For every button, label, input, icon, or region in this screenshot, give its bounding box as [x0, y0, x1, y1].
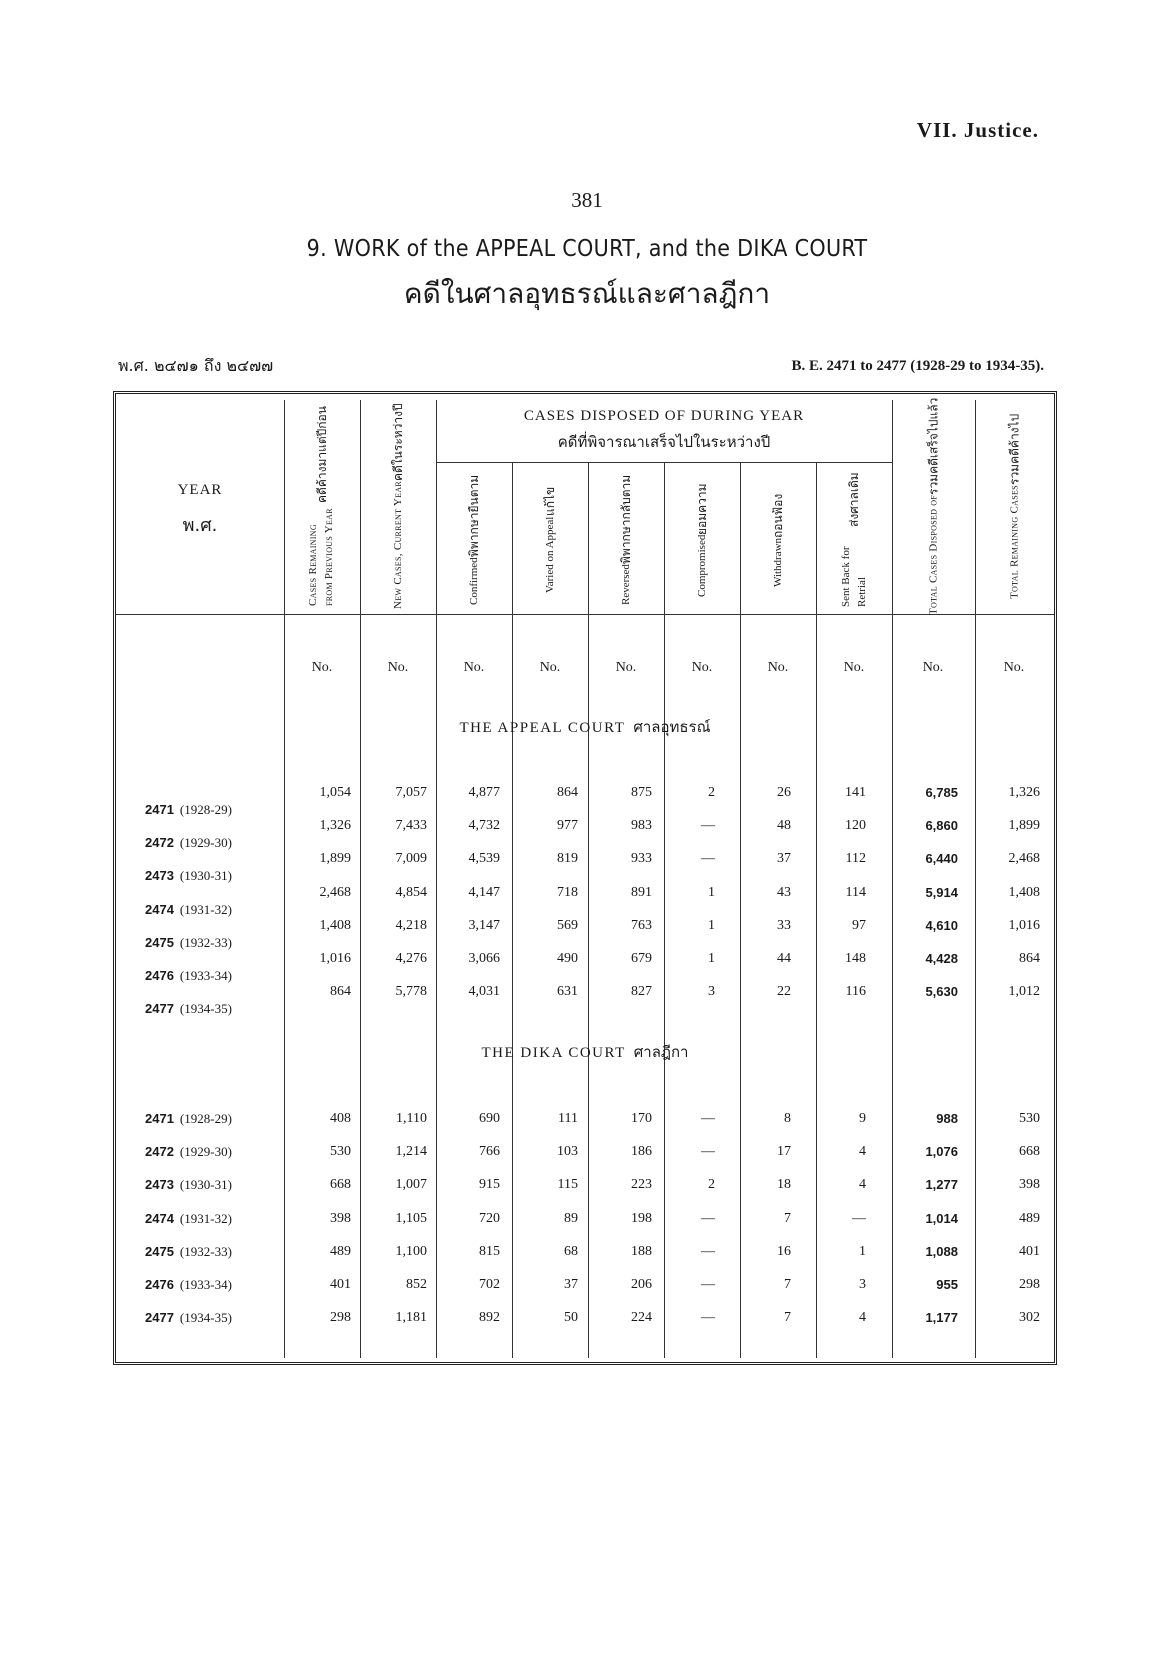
year-ad: (1928-29)	[179, 1111, 232, 1126]
dika-cell-varied: 89	[564, 1210, 578, 1226]
dika-cell-compromised: —	[701, 1210, 715, 1226]
year-ad: (1929-30)	[179, 1144, 232, 1160]
col-header-withdrawn-th: ถอนฟ้อง	[771, 493, 785, 538]
appeal-row-year	[145, 968, 265, 984]
appeal-cell-withdrawn: 48	[777, 818, 791, 834]
col-header-compromised	[664, 470, 740, 610]
dika-cell-total-remaining: 401	[1019, 1243, 1040, 1259]
col-header-sent-back	[816, 470, 892, 610]
appeal-cell-new: 4,854	[395, 884, 427, 900]
appeal-cell-total-disposed: 4,610	[925, 917, 958, 933]
appeal-cell-new: 7,009	[395, 851, 427, 867]
appeal-cell-withdrawn: 44	[777, 951, 791, 966]
unit-label: No.	[387, 660, 409, 675]
dika-cell-varied: 68	[564, 1243, 578, 1259]
year-be: 2472	[145, 835, 174, 851]
appeal-cell-sent-back: 148	[845, 951, 866, 966]
appeal-cell-withdrawn: 37	[777, 851, 791, 867]
dika-cell-varied: 37	[564, 1277, 578, 1292]
appeal-cell-remaining: 864	[330, 984, 351, 1000]
appeal-cell-total-disposed: 6,860	[925, 818, 958, 834]
dika-cell-confirmed: 815	[479, 1243, 500, 1259]
unit-label: No.	[615, 660, 637, 675]
col-header-confirmed-en: Confirmed	[468, 557, 480, 605]
year-ad: (1934-35)	[179, 1310, 232, 1326]
appeal-cell-varied: 864	[557, 785, 578, 800]
appeal-row-year	[145, 835, 265, 851]
year-be: 2474	[145, 1210, 174, 1226]
appeal-cell-total-remaining: 1,899	[1008, 818, 1040, 834]
dika-cell-varied: 111	[558, 1111, 578, 1126]
appeal-cell-total-remaining: 864	[1019, 951, 1040, 966]
dika-cell-new: 1,214	[395, 1144, 427, 1160]
appeal-cell-total-disposed: 6,785	[925, 785, 958, 800]
dika-cell-withdrawn: 16	[777, 1243, 791, 1259]
dika-cell-withdrawn: 8	[784, 1111, 791, 1126]
appeal-cell-reversed: 891	[631, 884, 652, 900]
dika-cell-confirmed: 892	[479, 1310, 500, 1326]
dika-cell-varied: 103	[557, 1144, 578, 1160]
appeal-cell-compromised: 1	[708, 951, 715, 966]
disposed-group-header: CASES DISPOSED OF DURING YEAR	[523, 408, 805, 424]
dika-cell-total-remaining: 398	[1019, 1177, 1040, 1193]
header-rule	[436, 462, 892, 463]
col-header-withdrawn	[740, 470, 816, 610]
dika-cell-sent-back: 4	[859, 1144, 866, 1160]
header-rule	[116, 614, 1054, 615]
appeal-cell-sent-back: 141	[845, 785, 866, 800]
col-header-total-remaining	[975, 406, 1054, 606]
table-title-english: 9. WORK of the APPEAL COURT, and the DIKA COURT	[306, 236, 868, 262]
appeal-cell-confirmed: 3,066	[468, 951, 500, 966]
dika-cell-compromised: 2	[708, 1177, 715, 1193]
dika-cell-confirmed: 720	[479, 1210, 500, 1226]
year-header-thai: พ.ศ.	[182, 515, 218, 536]
dika-cell-withdrawn: 7	[784, 1277, 791, 1292]
dika-cell-remaining: 401	[330, 1277, 351, 1292]
disposed-group-header-thai: คดีที่พิจารณาเสร็จไปในระหว่างปี	[557, 433, 771, 451]
dika-cell-total-disposed: 988	[936, 1111, 958, 1126]
appeal-cell-sent-back: 112	[845, 851, 866, 867]
dika-court-label-th: ศาลฎีกา	[633, 1043, 689, 1061]
appeal-cell-varied: 490	[557, 951, 578, 966]
dika-cell-reversed: 206	[631, 1277, 652, 1292]
col-header-reversed-th: พิพากษากลับตาม	[619, 474, 633, 565]
appeal-cell-reversed: 827	[631, 984, 652, 1000]
dika-row-year	[145, 1244, 265, 1260]
section-heading: VII. Justice.	[916, 118, 1039, 142]
appeal-cell-sent-back: 120	[845, 818, 866, 834]
appeal-cell-varied: 569	[557, 917, 578, 933]
dika-cell-new: 1,110	[396, 1111, 427, 1126]
col-header-confirmed	[436, 470, 512, 610]
appeal-cell-total-disposed: 6,440	[925, 851, 958, 867]
dika-row-year	[145, 1277, 265, 1293]
year-be: 2472	[145, 1144, 174, 1160]
appeal-court-label-en: THE APPEAL COURT	[459, 720, 626, 736]
dika-cell-sent-back: 3	[859, 1277, 866, 1292]
dika-cell-withdrawn: 7	[784, 1210, 791, 1226]
appeal-cell-sent-back: 114	[845, 884, 866, 900]
col-header-withdrawn-en: Withdrawn	[772, 537, 784, 587]
page-number: 381	[571, 188, 603, 212]
appeal-cell-varied: 819	[557, 851, 578, 867]
appeal-cell-total-disposed: 4,428	[925, 951, 958, 966]
appeal-cell-sent-back: 116	[845, 984, 866, 1000]
appeal-cell-withdrawn: 22	[777, 984, 791, 1000]
appeal-cell-reversed: 983	[631, 818, 652, 834]
dika-cell-sent-back: 9	[859, 1111, 866, 1126]
dika-cell-total-remaining: 298	[1019, 1277, 1040, 1292]
dika-cell-new: 1,007	[395, 1177, 427, 1193]
appeal-cell-reversed: 763	[631, 917, 652, 933]
dika-cell-remaining: 398	[330, 1210, 351, 1226]
appeal-cell-reversed: 933	[631, 851, 652, 867]
appeal-row-year	[145, 902, 265, 918]
dika-row-year	[145, 1144, 265, 1160]
appeal-cell-new: 7,433	[395, 818, 427, 834]
year-ad: (1928-29)	[179, 802, 232, 817]
col-header-compromised-en: Compromised	[696, 534, 708, 597]
appeal-cell-total-remaining: 1,326	[1008, 785, 1040, 800]
year-be: 2477	[145, 1310, 174, 1326]
dika-cell-total-disposed: 1,277	[925, 1177, 958, 1193]
dika-cell-confirmed: 690	[479, 1111, 500, 1126]
appeal-cell-new: 7,057	[395, 785, 427, 800]
year-be: 2474	[145, 901, 174, 917]
dika-cell-new: 1,181	[395, 1310, 427, 1326]
appeal-cell-total-remaining: 1,016	[1008, 917, 1040, 933]
year-ad: (1931-32)	[179, 901, 232, 917]
period-thai: พ.ศ. ๒๔๗๑ ถึง ๒๔๗๗	[118, 356, 274, 375]
appeal-cell-withdrawn: 43	[777, 884, 791, 900]
appeal-cell-varied: 631	[557, 984, 578, 1000]
appeal-cell-compromised: 3	[708, 984, 715, 1000]
dika-row-year	[145, 1211, 265, 1227]
dika-cell-total-disposed: 1,177	[925, 1310, 958, 1326]
col-header-new-th: คดีในระหว่างปี	[391, 403, 405, 481]
appeal-cell-remaining: 1,408	[319, 917, 351, 933]
dika-cell-compromised: —	[701, 1144, 715, 1160]
year-ad: (1934-35)	[179, 1001, 232, 1017]
col-header-confirmed-th: พิพากษายืนตาม	[467, 475, 481, 558]
dika-cell-new: 1,100	[395, 1243, 427, 1259]
dika-cell-withdrawn: 18	[777, 1177, 791, 1193]
dika-cell-confirmed: 766	[479, 1144, 500, 1160]
unit-label: No.	[311, 660, 333, 675]
year-be: 2475	[145, 934, 174, 950]
dika-cell-reversed: 186	[631, 1144, 652, 1160]
dika-cell-reversed: 188	[631, 1243, 652, 1259]
dika-cell-compromised: —	[701, 1243, 715, 1259]
dika-cell-reversed: 223	[631, 1177, 652, 1193]
col-header-remaining	[284, 406, 360, 606]
dika-cell-sent-back: 1	[859, 1243, 866, 1259]
dika-cell-remaining: 489	[330, 1243, 351, 1259]
appeal-cell-sent-back: 97	[852, 917, 866, 933]
year-be: 2471	[145, 1111, 174, 1126]
appeal-cell-remaining: 1,326	[319, 818, 351, 834]
dika-court-label-en: THE DIKA COURT	[481, 1045, 626, 1061]
year-be: 2473	[145, 868, 174, 884]
dika-cell-sent-back: 4	[859, 1310, 866, 1326]
dika-cell-reversed: 170	[631, 1111, 652, 1126]
appeal-cell-withdrawn: 33	[777, 917, 791, 933]
dika-cell-reversed: 198	[631, 1210, 652, 1226]
dika-cell-total-remaining: 668	[1019, 1144, 1040, 1160]
year-be: 2473	[145, 1177, 174, 1193]
unit-label: No.	[539, 660, 561, 675]
appeal-cell-new: 4,218	[395, 917, 427, 933]
appeal-cell-remaining: 1,016	[319, 951, 351, 966]
table-title-thai: คดีในศาลอุทธรณ์และศาลฎีกา	[403, 277, 771, 310]
dika-row-year	[145, 1310, 265, 1326]
dika-cell-reversed: 224	[631, 1310, 652, 1326]
unit-label: No.	[1003, 660, 1025, 675]
year-be: 2476	[145, 1277, 174, 1292]
col-header-remaining-en: Cases Remaining from Previous Year	[307, 508, 335, 606]
appeal-cell-reversed: 679	[631, 951, 652, 966]
year-ad: (1930-31)	[179, 1177, 232, 1193]
col-header-varied-en: Varied on Appeal	[544, 516, 556, 593]
appeal-row-year	[145, 1001, 265, 1017]
appeal-cell-withdrawn: 26	[777, 785, 791, 800]
col-header-sent-back-th: ส่งศาลเดิม	[847, 472, 861, 528]
appeal-cell-total-disposed: 5,914	[925, 884, 958, 900]
appeal-cell-compromised: —	[701, 818, 715, 834]
col-header-sent-back-en: Sent Back for Retrial	[840, 546, 868, 608]
appeal-cell-new: 4,276	[395, 951, 427, 966]
dika-cell-total-disposed: 955	[936, 1277, 958, 1292]
dika-cell-confirmed: 915	[479, 1177, 500, 1193]
period-english: B. E. 2471 to 2477 (1928-29 to 1934-35).	[791, 358, 1044, 374]
dika-cell-remaining: 298	[330, 1310, 351, 1326]
appeal-cell-remaining: 2,468	[319, 884, 351, 900]
appeal-cell-compromised: 2	[708, 785, 715, 800]
appeal-cell-new: 5,778	[395, 984, 427, 1000]
appeal-row-year	[145, 935, 265, 951]
dika-cell-compromised: —	[701, 1310, 715, 1326]
dika-cell-varied: 115	[557, 1177, 578, 1193]
year-ad: (1932-33)	[179, 1243, 232, 1259]
appeal-cell-confirmed: 4,877	[468, 785, 500, 800]
col-header-total-disposed	[892, 397, 975, 615]
dika-cell-total-disposed: 1,014	[925, 1210, 958, 1226]
dika-cell-compromised: —	[701, 1111, 715, 1126]
appeal-cell-remaining: 1,054	[319, 785, 351, 800]
dika-cell-new: 852	[406, 1277, 427, 1292]
appeal-cell-total-remaining: 1,408	[1008, 884, 1040, 900]
col-header-reversed-en: Reversed	[620, 564, 632, 606]
appeal-cell-reversed: 875	[631, 785, 652, 800]
year-ad: (1931-32)	[179, 1210, 232, 1226]
appeal-cell-varied: 718	[557, 884, 578, 900]
col-header-total-remaining-th: รวมคดีค้างไป	[1007, 413, 1022, 485]
unit-label: No.	[922, 660, 944, 675]
unit-label: No.	[767, 660, 789, 675]
dika-cell-withdrawn: 17	[777, 1144, 791, 1160]
dika-court-section-label	[113, 1040, 1057, 1064]
year-be: 2471	[145, 802, 174, 817]
col-header-total-disposed-th: รวมคดีเสร็จไปแล้ว	[926, 397, 941, 495]
col-header-new-en: New Cases, Current Year	[392, 480, 404, 609]
appeal-cell-remaining: 1,899	[319, 851, 351, 867]
appeal-cell-varied: 977	[557, 818, 578, 834]
year-be: 2477	[145, 1001, 174, 1017]
dika-cell-compromised: —	[701, 1277, 715, 1292]
year-ad: (1933-34)	[179, 1277, 232, 1292]
col-header-remaining-th: คดีค้างมาแต่ปีก่อน	[315, 406, 329, 503]
year-header: YEAR	[177, 482, 223, 498]
appeal-row-year	[145, 802, 265, 818]
dika-cell-remaining: 408	[330, 1111, 351, 1126]
col-header-compromised-th: ยอมความ	[695, 483, 709, 535]
dika-row-year	[145, 1111, 265, 1127]
col-header-varied-th: แก้ไข	[543, 487, 557, 517]
year-ad: (1930-31)	[179, 868, 232, 884]
year-ad: (1932-33)	[179, 934, 232, 950]
dika-cell-sent-back: 4	[859, 1177, 866, 1193]
dika-cell-withdrawn: 7	[784, 1310, 791, 1326]
appeal-cell-confirmed: 4,031	[468, 984, 500, 1000]
appeal-cell-confirmed: 4,147	[468, 884, 500, 900]
appeal-cell-confirmed: 3,147	[468, 917, 500, 933]
unit-label: No.	[691, 660, 713, 675]
dika-row-year	[145, 1177, 265, 1193]
unit-label: No.	[843, 660, 865, 675]
dika-cell-total-disposed: 1,088	[925, 1243, 958, 1259]
year-ad: (1933-34)	[179, 968, 232, 983]
col-header-varied	[512, 470, 588, 610]
dika-cell-sent-back: —	[852, 1210, 866, 1226]
dika-cell-total-disposed: 1,076	[925, 1144, 958, 1160]
dika-cell-confirmed: 702	[479, 1277, 500, 1292]
unit-label: No.	[463, 660, 485, 675]
dika-cell-remaining: 668	[330, 1177, 351, 1193]
appeal-court-label-th: ศาลอุทธรณ์	[633, 718, 711, 736]
year-be: 2476	[145, 968, 174, 983]
dika-cell-new: 1,105	[395, 1210, 427, 1226]
dika-cell-total-remaining: 302	[1019, 1310, 1040, 1326]
col-header-total-remaining-en: Total Remaining Cases	[1008, 484, 1021, 599]
year-ad: (1929-30)	[179, 835, 232, 851]
appeal-cell-total-disposed: 5,630	[925, 984, 958, 1000]
appeal-cell-total-remaining: 2,468	[1008, 851, 1040, 867]
col-header-reversed	[588, 470, 664, 610]
appeal-cell-compromised: 1	[708, 917, 715, 933]
dika-cell-total-remaining: 489	[1019, 1210, 1040, 1226]
dika-cell-varied: 50	[564, 1310, 578, 1326]
appeal-cell-compromised: 1	[708, 884, 715, 900]
appeal-row-year	[145, 868, 265, 884]
dika-cell-remaining: 530	[330, 1144, 351, 1160]
year-be: 2475	[145, 1243, 174, 1259]
appeal-cell-confirmed: 4,732	[468, 818, 500, 834]
col-header-total-disposed-en: Total Cases Disposed of	[927, 494, 940, 615]
col-header-new	[360, 403, 436, 609]
dika-cell-total-remaining: 530	[1019, 1111, 1040, 1126]
appeal-cell-total-remaining: 1,012	[1008, 984, 1040, 1000]
appeal-cell-compromised: —	[701, 851, 715, 867]
appeal-cell-confirmed: 4,539	[468, 851, 500, 867]
appeal-court-section-label	[113, 715, 1057, 739]
